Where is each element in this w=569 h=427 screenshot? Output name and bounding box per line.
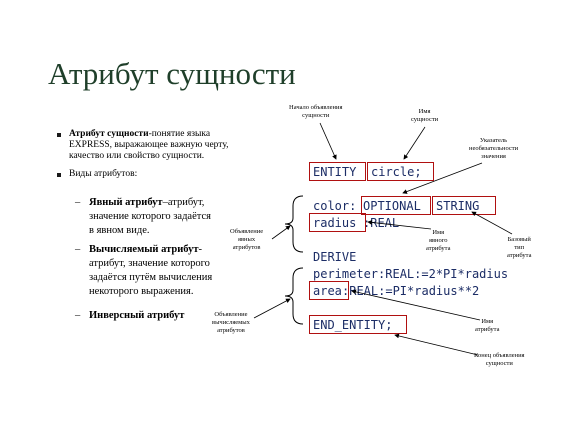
sub-line3: в явном виде. xyxy=(89,225,150,236)
slide-title: Атрибут сущности xyxy=(48,56,296,91)
annotation-derived-decl: Объявление вычисляемых атрибутов xyxy=(212,311,250,334)
bullet-kinds: Виды атрибутов: xyxy=(69,169,138,179)
annotation-attr-name: Имя атрибута xyxy=(475,318,500,333)
code-entity-keyword: ENTITY xyxy=(313,165,357,179)
dash-marker: – xyxy=(75,244,81,255)
code-derive: DERIVE xyxy=(313,250,357,264)
sub-bold: Вычисляемый атрибут xyxy=(89,244,199,255)
sub-bold: Инверсный атрибут xyxy=(89,310,185,321)
annotation-entity-start: Начало объявления сущности xyxy=(289,104,343,119)
dash-marker: – xyxy=(75,197,81,208)
sub-text: - xyxy=(198,244,203,255)
arrow-optional xyxy=(403,163,482,193)
arrow-explicit-name xyxy=(368,222,431,229)
annotation-base-type: Базовый тип атрибута xyxy=(507,236,532,259)
brace-explicit xyxy=(285,196,303,252)
code-string: STRING xyxy=(436,199,480,213)
code-color: color: xyxy=(313,199,357,213)
code-perimeter: perimeter:REAL:=2*PI*radius xyxy=(313,267,509,281)
arrow-entity-end xyxy=(395,335,478,355)
bullet-line2: EXPRESS, выражающее важную черту, xyxy=(69,140,229,150)
bullet-text: -понятие языка xyxy=(148,129,211,139)
bullet-bold: Атрибут сущности xyxy=(69,129,149,139)
arrow-entity-start xyxy=(320,123,336,159)
dash-marker: – xyxy=(75,310,81,321)
arrow-explicit-decl xyxy=(272,226,290,239)
annotation-optional: Указатель необязательности значения xyxy=(469,137,519,160)
sub-line3: задаётся путём вычисления xyxy=(89,272,213,283)
code-radius: radius xyxy=(313,216,357,230)
code-entity-name: circle; xyxy=(371,165,422,179)
code-end-entity: END_ENTITY; xyxy=(313,318,393,332)
code-area-expr: :REAL:=PI*radius**2 xyxy=(342,284,480,298)
annotation-explicit-decl: Объявление явных атрибутов xyxy=(230,228,264,251)
sub-line4: некоторого выражения. xyxy=(89,286,194,297)
code-area: area xyxy=(313,284,342,298)
brace-derived xyxy=(285,268,303,324)
arrow-base-type xyxy=(472,212,512,234)
annotation-explicit-name: Имя явного атрибута xyxy=(426,229,451,252)
sub-bold: Явный атрибут xyxy=(89,197,163,208)
arrow-entity-name xyxy=(404,127,425,159)
annotation-entity-end: Конец объявления сущности xyxy=(474,352,525,367)
sub-line2: атрибут, значение которого xyxy=(89,258,210,269)
code-optional: OPTIONAL xyxy=(363,199,421,213)
arrow-derived-decl xyxy=(254,299,290,318)
sub-line2: значение которого задаётся xyxy=(89,211,211,222)
arrow-attr-name xyxy=(352,291,480,320)
sub-text: –атрибут, xyxy=(162,197,205,208)
code-real: :REAL xyxy=(363,216,400,230)
bullet-line3: качество или свойство сущности. xyxy=(69,151,205,161)
annotation-entity-name: Имя сущности xyxy=(411,108,439,123)
